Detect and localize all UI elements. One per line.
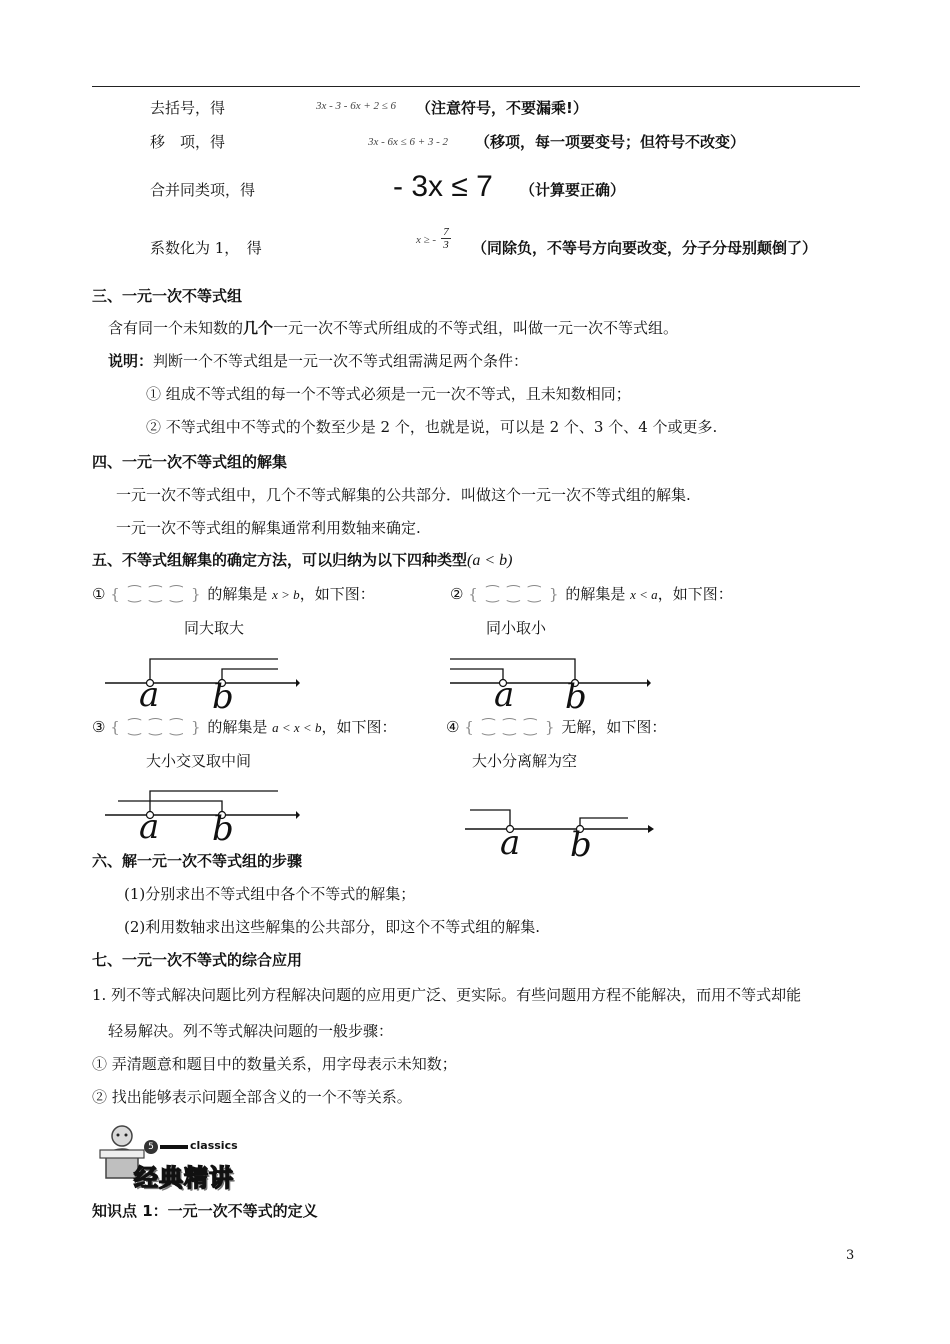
case-solution: x < a [630,587,658,602]
banner-cn-label: 经典精讲 [134,1164,234,1192]
step-note: （移项，每一项要变号；但符号不改变） [475,133,746,151]
system-brace-icon: { ⁐ ⁐ ⁐ } [110,585,203,603]
case-number: ④ [446,718,460,736]
banner-stripe [160,1145,188,1149]
axis-label-b: b [212,677,234,717]
axis-label-a: a [139,675,160,715]
system-brace-icon: { ⁐ ⁐ ⁐ } [468,585,561,603]
case-solution: x > b [272,587,300,602]
paragraph: 1. 列不等式解决问题比列方程解决问题的应用更广泛、更实际。有些问题用方程不能解决，而用不等式却能 [92,986,802,1004]
section-heading: 六、解一元一次不等式组的步骤 [92,852,303,870]
case-rule: 大小交叉取中间 [146,752,252,770]
number-line-diagram-4 [460,802,660,842]
section-heading: 三、一元一次不等式组 [92,287,243,305]
solution-bracket [118,801,222,815]
case-text: ，如下图： [299,585,375,603]
axis-label-b: b [570,825,592,865]
note-label: 说明： [108,352,154,370]
paragraph: 一元一次不等式组中，几个不等式解集的公共部分．叫做这个一元一次不等式组的解集. [116,486,691,504]
number-line-diagram-1 [100,650,300,706]
system-brace-icon: { ⁐ ⁐ ⁐ } [464,718,557,736]
knowledge-point-title: 知识点 1：一元一次不等式的定义 [92,1202,318,1220]
section-heading: 五、不等式组解集的确定方法，可以归纳为以下四种类型 [92,551,468,569]
banner-num-badge: 5 [144,1140,158,1154]
definition-text: 含有同一个未知数的 [108,319,244,337]
number-line-diagram-2 [445,650,655,706]
case-line [92,716,396,737]
step-label: 系数化为 1， 得 [150,239,262,257]
arrow-head-icon [296,811,300,819]
step-formula: 3x - 3 - 6x + 2 ≤ 6 [316,100,397,112]
fraction-numerator: 7 [443,226,449,238]
case-text: ，如下图： [321,718,397,736]
list-item: ② 找出能够表示问题全部含义的一个不等关系。 [92,1088,412,1106]
axis-label-a: a [500,823,521,863]
step-formula [416,226,451,251]
step-label: 去括号，得 [150,99,226,117]
case-line [92,583,375,604]
axis-label-a: a [494,675,515,715]
case-solution: a < x < b [272,720,322,735]
condition-item: ② 不等式组中不等式的个数至少是 2 个，也就是说，可以是 2 个、3 个、4 个或更多. [146,418,718,436]
definition-emphasis: 几个 [243,319,274,337]
banner-en-label: classics [190,1139,238,1152]
arrow-head-icon [648,825,654,833]
axis-label-a: a [139,807,160,847]
note-line [108,350,528,371]
case-number: ① [92,585,106,603]
case-text: 的解集是 [207,718,268,736]
case-number: ② [450,585,464,603]
section-heading-line [92,549,512,570]
definition-paragraph [108,317,678,338]
number-line-diagram-3 [100,782,300,832]
step-note: （计算要正确） [520,181,626,199]
case-rule: 同大取大 [184,619,245,637]
header-rule [92,86,860,87]
case-number: ③ [92,718,106,736]
axis-label-b: b [212,809,234,849]
system-brace-icon: { ⁐ ⁐ ⁐ } [110,718,203,736]
step-label: 合并同类项，得 [150,181,256,199]
arrow-head-icon [296,679,300,687]
step-label: 移 项，得 [150,133,226,151]
step-note: （注意符号，不要漏乘!） [416,99,588,117]
axis-label-b: b [565,677,587,717]
case-text: ，如下图： [591,718,667,736]
list-item: ① 弄清题意和题目中的数量关系，用字母表示未知数； [92,1055,457,1073]
case-line [450,583,733,604]
definition-text: 一元一次不等式所组成的不等式组，叫做一元一次不等式组。 [273,319,679,337]
arrow-head-icon [647,679,651,687]
section-heading: 七、一元一次不等式的综合应用 [92,951,303,969]
condition-item: ① 组成不等式组的每一个不等式必须是一元一次不等式，且未知数相同； [146,385,631,403]
case-text: 的解集是 [565,585,626,603]
section-heading: 四、一元一次不等式组的解集 [92,453,288,471]
case-text: 的解集是 [207,585,268,603]
case-text: 无解 [561,718,592,736]
paragraph: 一元一次不等式组的解集通常利用数轴来确定. [116,519,421,537]
step-note: （同除负，不等号方向要改变，分子分母别颠倒了） [472,239,818,257]
step-formula: 3x - 6x ≤ 6 + 3 - 2 [368,136,449,148]
step-formula: - 3x ≤ 7 [393,170,493,203]
heading-condition: (a < b) [467,552,513,569]
case-line [446,716,666,737]
classics-banner [88,1118,258,1194]
step-item: (1)分别求出不等式组中各个不等式的解集； [124,885,416,903]
case-rule: 同小取小 [486,619,547,637]
step-item: (2)利用数轴求出这些解集的公共部分，即这个不等式组的解集. [124,918,541,936]
paragraph: 轻易解决。列不等式解决问题的一般步骤： [108,1022,394,1040]
page-number: 3 [846,1248,855,1263]
case-text: ，如下图： [657,585,733,603]
note-text: 判断一个不等式组是一元一次不等式组需满足两个条件： [153,352,529,370]
fraction-denominator: 3 [443,239,449,251]
case-rule: 大小分离解为空 [472,752,578,770]
fraction [441,226,451,251]
formula-prefix: x ≥ - [416,234,437,246]
